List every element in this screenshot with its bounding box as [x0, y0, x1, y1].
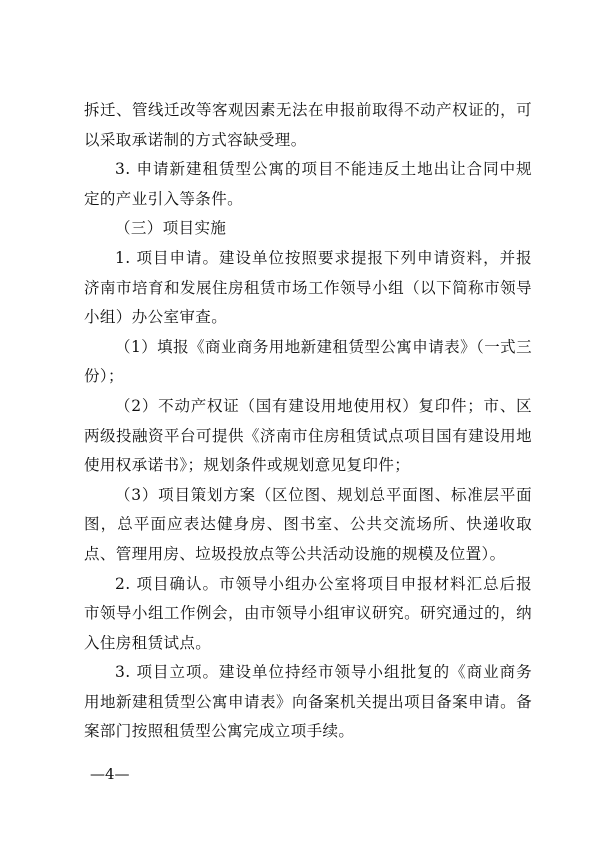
section-heading-project-implementation: （三）项目实施: [115, 219, 227, 238]
paragraph-application-item-1: （1）填报《商业商务用地新建租赁型公寓申请表》（一式三份）；: [84, 337, 532, 386]
paragraph-application-item-2: （2）不动产权证（国有建设用地使用权）复印件；市、区两级投融资平台可提供《济南市住房租赁试点项目国有建设用地使用权承诺书》；规划条件或规划意见复印件；: [84, 396, 532, 475]
paragraph-application-item-3: （3）项目策划方案（区位图、规划总平面图、标准层平面图，总平面应表达健身房、图书室、公共交流场所、快递收取点、管理用房、垃圾投放点等公共活动设施的规模及位置）。: [84, 485, 532, 563]
page-number: —4—: [90, 765, 130, 783]
paragraph-item-3-conditions: 3. 申请新建租赁型公寓的项目不能违反土地出让合同中规定的产业引入等条件。: [84, 160, 532, 208]
paragraph-project-application: 1. 项目申请。建设单位按照要求提报下列申请资料，并报济南市培育和发展住房租赁市场工作领导小组（以下简称市领导小组）办公室审查。: [84, 248, 532, 327]
paragraph-continued: 拆迁、管线迁改等客观因素无法在申报前取得不动产权证的，可以采取承诺制的方式容缺受理。: [84, 101, 532, 149]
document-body: [84, 96, 532, 747]
paragraph-project-approval: 3. 项目立项。建设单位持经市领导小组批复的《商业商务用地新建租赁型公寓申请表》向备案机关提出项目备案申请。备案部门按照租赁型公寓完成立项手续。: [84, 663, 532, 741]
paragraph-project-confirmation: 2. 项目确认。市领导小组办公室将项目申报材料汇总后报市领导小组工作例会，由市领导小组审议研究。研究通过的，纳入住房租赁试点。: [84, 574, 532, 652]
